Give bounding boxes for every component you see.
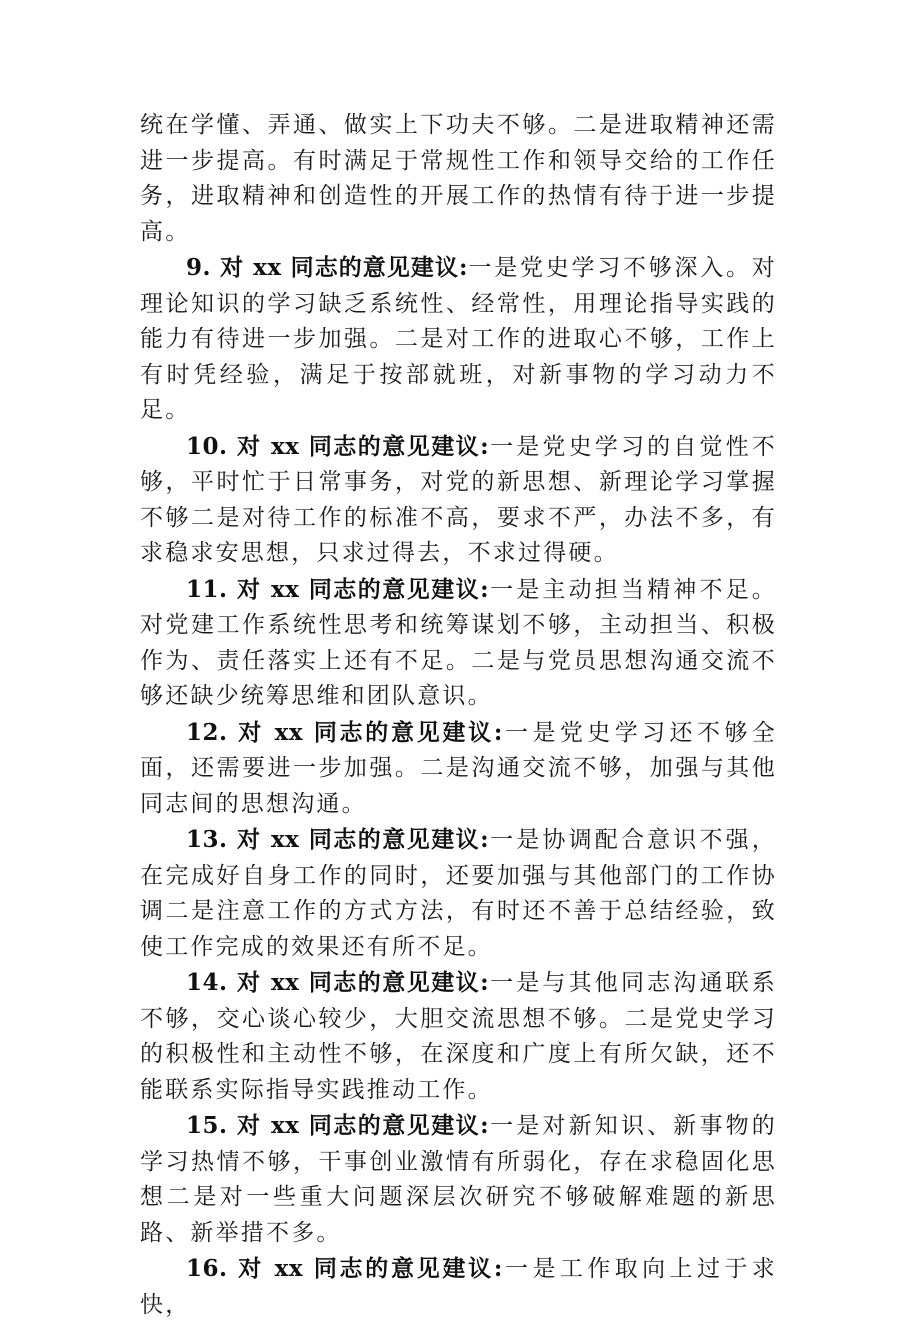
suggestion-heading: 14. 对 xx 同志的意见建议: (186, 969, 490, 996)
suggestion-item-14 (140, 965, 777, 1108)
suggestion-text: 一是与其他同志沟通联系不够，交心谈心较少，大胆交流思想不够。二是党史学习的积极性和主动性不够，在深度和广度上有所欠缺，还不能联系实际指导实践推动工作。 (140, 970, 777, 1103)
suggestion-text: 一是党史学习还不够全面，还需要进一步加强。二是沟通交流不够，加强与其他同志间的思想沟通。 (140, 719, 778, 817)
suggestion-text: 一是协调配合意识不强，在完成好自身工作的同时，还要加强与其他部门的工作协调二是注意工作的方式方法，有时还不善于总结经验，致使工作完成的效果还有所不足。 (140, 827, 777, 960)
suggestion-item-10 (140, 429, 777, 572)
suggestion-item-12 (140, 715, 777, 823)
suggestion-text: 一是党史学习不够深入。对理论知识的学习缺乏系统性、经常性，用理论指导实践的能力有待进一步加强。二是对工作的进取心不够，工作上有时凭经验，满足于按部就班，对新事物的学习动力不足。 (140, 255, 777, 423)
suggestion-text: 一是对新知识、新事物的学习热情不够，干事创业激情有所弱化，存在求稳固化思想二是对一些重大问题深层次研究不够破解难题的新思路、新举措不多。 (140, 1113, 777, 1246)
suggestion-heading: 10. 对 xx 同志的意见建议: (186, 432, 490, 460)
intro-paragraph: 统在学懂、弄通、做实上下功夫不够。二是进取精神还需进一步提高。有时满足于常规性工作和领导交给的工作任务，进取精神和创造性的开展工作的热情有待于进一步提高。 (140, 112, 777, 245)
suggestion-text: 一是工作取向上过于求快， (140, 1256, 778, 1318)
suggestion-text: 一是党史学习的自觉性不够，平时忙于日常事务，对党的新思想、新理论学习掌握不够二是对待工作的标准不高，要求不严，办法不多，有求稳求安思想，只求过得去，不求过得硬。 (140, 433, 777, 566)
suggestion-item-16 (140, 1251, 777, 1323)
suggestion-heading: 12. 对 xx 同志的意见建议: (186, 718, 503, 746)
suggestion-heading: 16. 对 xx 同志的意见建议: (186, 1255, 503, 1282)
suggestion-item-9 (140, 250, 777, 429)
suggestion-heading: 11. 对 xx 同志的意见建议: (186, 575, 490, 603)
suggestion-heading: 9. 对 xx 同志的意见建议: (186, 254, 468, 281)
suggestion-item-11 (140, 572, 777, 715)
suggestion-text: 一是主动担当精神不足。对党建工作系统性思考和统筹谋划不够，主动担当、积极作为、责任落实上还有不足。二是与党员思想沟通交流不够还缺少统筹思维和团队意识。 (140, 576, 777, 709)
suggestion-heading: 13. 对 xx 同志的意见建议: (186, 826, 490, 853)
suggestion-item-15 (140, 1108, 777, 1251)
suggestion-heading: 15. 对 xx 同志的意见建议: (186, 1112, 490, 1139)
suggestion-item-13 (140, 822, 777, 965)
